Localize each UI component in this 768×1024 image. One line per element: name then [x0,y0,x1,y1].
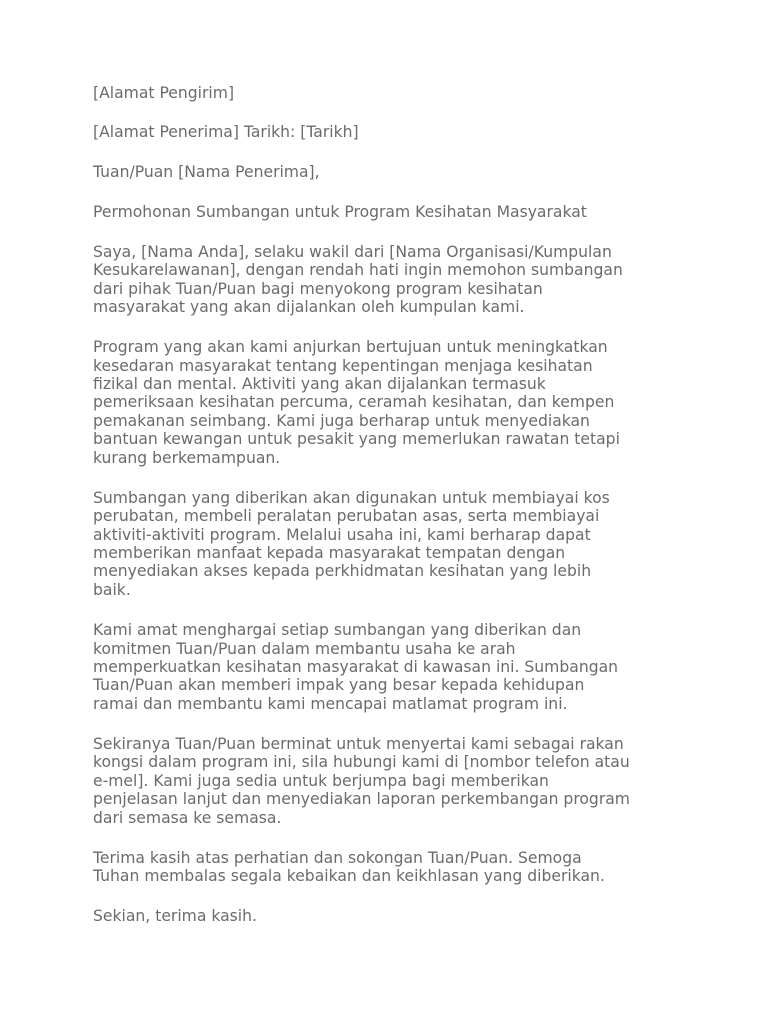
body-paragraph: Program yang akan kami anjurkan bertujuan untuk meningkatkan kesedaran masyarakat tentang kepentingan menjaga kesihatan fizikal dan mental. Aktiviti yang akan dijalankan termasuk pemeriksaan kesihatan percuma, ceramah kesihatan, dan kempen pemakanan seimbang. Kami juga berharap untuk menyediakan bantuan kewangan untuk pesakit yang memerlukan rawatan tetapi kurang berkemampuan. [93,338,620,467]
sender-address: [Alamat Pengirim] [93,84,235,102]
body-paragraph: Terima kasih atas perhatian dan sokongan Tuan/Puan. Semoga Tuhan membalas segala kebaikan dan keikhlasan yang diberikan. [93,848,605,886]
salutation: Tuan/Puan [Nama Penerima], [93,162,320,181]
body-paragraph: Sekiranya Tuan/Puan berminat untuk menyertai kami sebagai rakan kongsi dalam program ini, sila hubungi kami di [nombor telefon atau e-mel]. Kami juga sedia untuk berjumpa bagi memberikan penjelasan lanjut dan menyediakan laporan perkembangan program dari semasa ke semasa. [93,734,630,827]
body-paragraph: Kami amat menghargai setiap sumbangan yang diberikan dan komitmen Tuan/Puan dalam membantu usaha ke arah memperkuatkan kesihatan masyarakat di kawasan ini. Sumbangan Tuan/Puan akan memberi impak yang besar kepada kehidupan ramai dan membantu kami mencapai matlamat program ini. [93,621,619,713]
recipient-address-date: [Alamat Penerima] Tarikh: [Tarikh] [93,122,359,141]
letter-document [93,84,683,926]
body-paragraph: Sumbangan yang diberikan akan digunakan untuk membiayai kos perubatan, membeli peralatan perubatan asas, serta membiayai aktiviti-aktiviti program. Melalui usaha ini, kami berharap dapat memberikan manfaat kepada masyarakat tempatan dengan menyediakan akses kepada perkhidmatan kesihatan yang lebih baik. [93,488,610,599]
letter-subject: Permohonan Sumbangan untuk Program Kesihatan Masyarakat [93,202,587,221]
body-paragraph: Saya, [Nama Anda], selaku wakil dari [Nama Organisasi/Kumpulan Kesukarelawanan], dengan rendah hati ingin memohon sumbangan dari pihak Tuan/Puan bagi menyokong program kesihatan masyarakat yang akan dijalankan oleh kumpulan kami. [93,242,623,317]
closing-line: Sekian, terima kasih. [93,907,257,926]
